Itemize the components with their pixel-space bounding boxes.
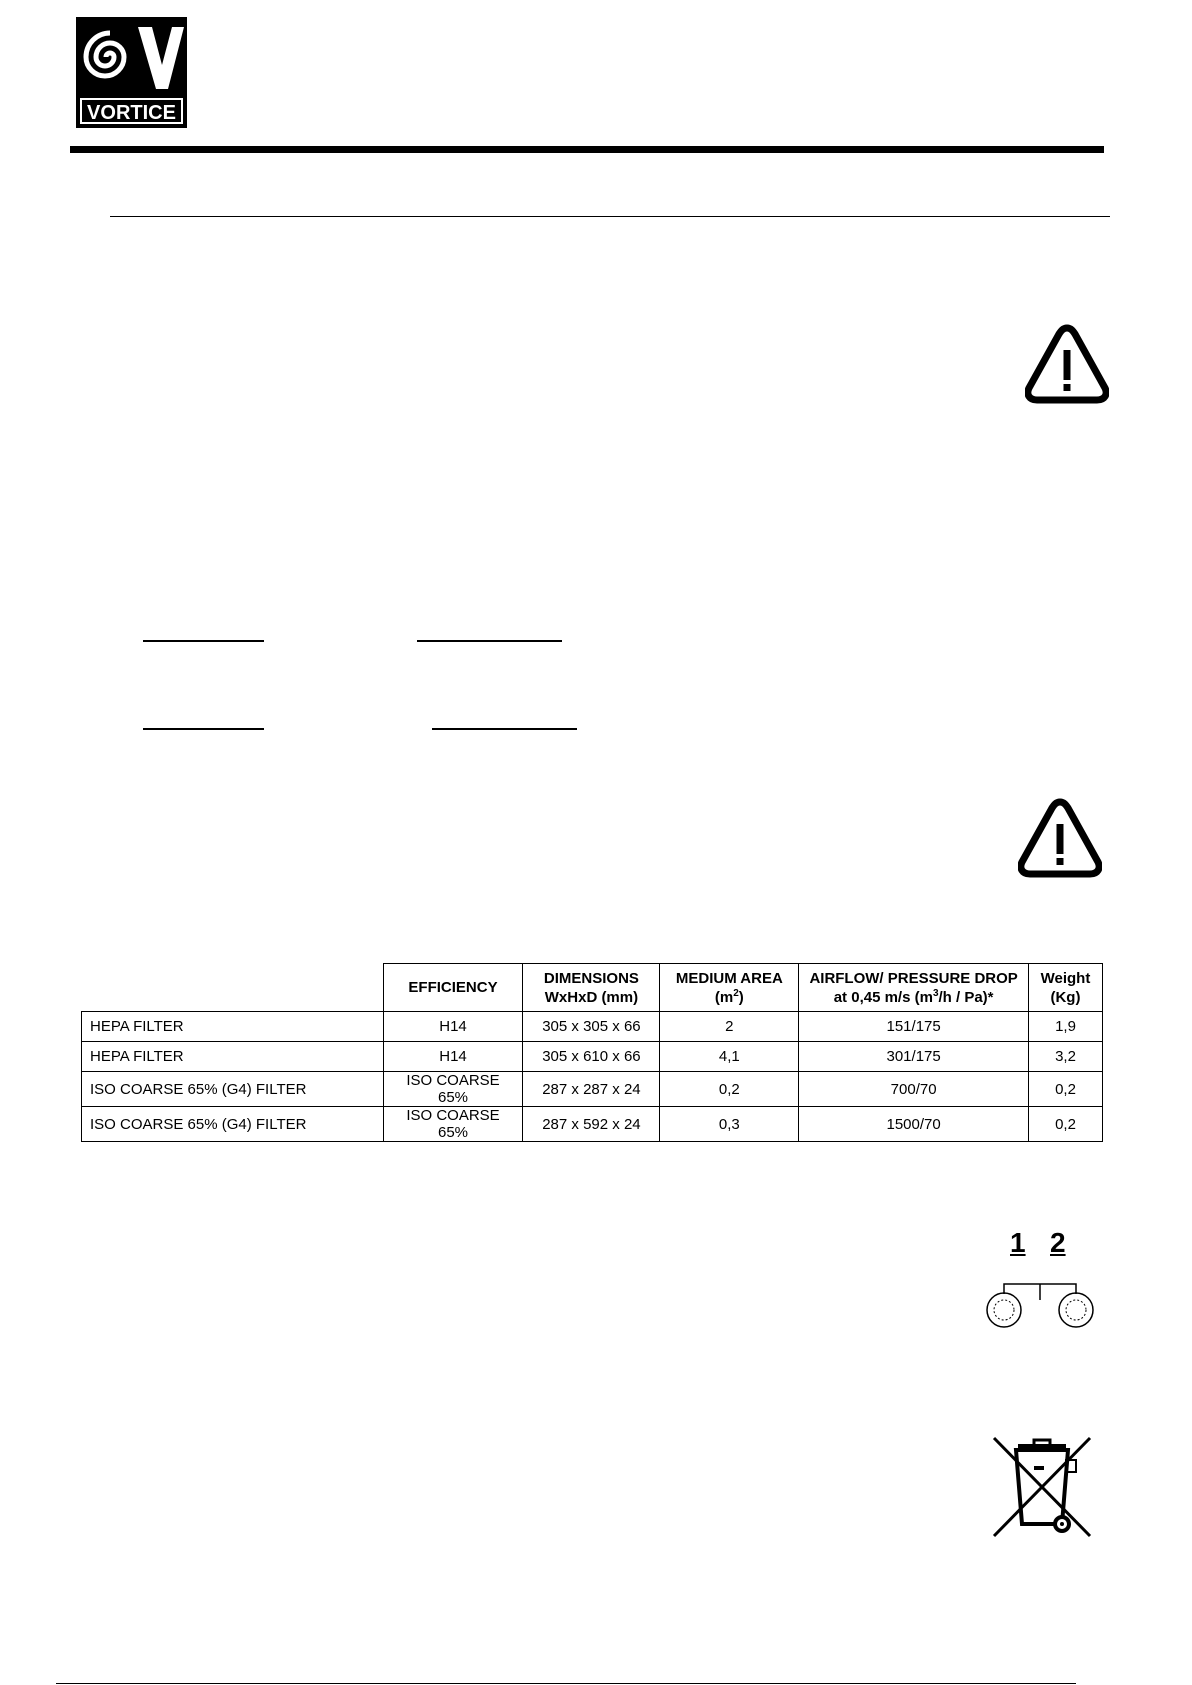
cell-dimensions: 305 x 305 x 66 [523,1012,660,1042]
cell-name: ISO COARSE 65% (G4) FILTER [82,1072,384,1107]
header-efficiency: EFFICIENCY [383,964,523,1012]
cell-weight: 3,2 [1028,1042,1102,1072]
cell-dimensions: 287 x 592 x 24 [523,1107,660,1142]
header-dimensions: DIMENSIONS WxHxD (mm) [523,964,660,1012]
table-row [82,1012,1103,1042]
cell-airflow: 1500/70 [799,1107,1029,1142]
underline-blank-4 [432,728,577,730]
cell-airflow: 700/70 [799,1072,1029,1107]
cell-name: ISO COARSE 65% (G4) FILTER [82,1107,384,1142]
cell-medium-area: 0,2 [660,1072,799,1107]
table-row [82,1107,1103,1142]
header-airflow: AIRFLOW/ PRESSURE DROP at 0,45 m/s $(m^3/h / Pa)*$ [799,964,1029,1012]
header-medium-area: MEDIUM AREA $(m^2)$ [660,964,799,1012]
warning-icon [1018,796,1102,880]
vortice-logo-text: VORTICE [80,98,183,124]
cell-name: HEPA FILTER [82,1042,384,1072]
table-row [82,1072,1103,1107]
header-rule-thin [110,216,1110,217]
vortice-logo [76,17,187,128]
underline-blank-1 [143,640,264,642]
cell-efficiency: H14 [383,1042,523,1072]
lamp-label-1: 1 [1010,1227,1026,1258]
warning-icon [1025,322,1109,406]
table-row [82,1042,1103,1072]
cell-name: HEPA FILTER [82,1012,384,1042]
cell-dimensions: 305 x 610 x 66 [523,1042,660,1072]
vortice-logo-mark [76,17,187,99]
cell-weight: 0,2 [1028,1107,1102,1142]
cell-weight: 1,9 [1028,1012,1102,1042]
cell-efficiency: ISO COARSE 65% [383,1107,523,1142]
cell-efficiency: H14 [383,1012,523,1042]
lamp-diagram-labels [1008,1227,1108,1267]
weee-bin-icon [990,1432,1094,1542]
underline-blank-2 [417,640,562,642]
filter-spec-table [81,963,1103,1142]
header-weight: Weight (Kg) [1028,964,1102,1012]
header-blank-cell [82,964,384,1012]
footer-rule [56,1683,1076,1684]
cell-efficiency: ISO COARSE 65% [383,1072,523,1107]
table-header-row [82,964,1103,1012]
cell-weight: 0,2 [1028,1072,1102,1107]
cell-airflow: 151/175 [799,1012,1029,1042]
cell-dimensions: 287 x 287 x 24 [523,1072,660,1107]
cell-airflow: 301/175 [799,1042,1029,1072]
cell-medium-area: 4,1 [660,1042,799,1072]
lamp-label-2: 2 [1050,1227,1066,1258]
header-rule-thick [70,146,1104,153]
underline-blank-3 [143,728,264,730]
cell-medium-area: 2 [660,1012,799,1042]
lamp-icon [984,1276,1096,1328]
cell-medium-area: 0,3 [660,1107,799,1142]
